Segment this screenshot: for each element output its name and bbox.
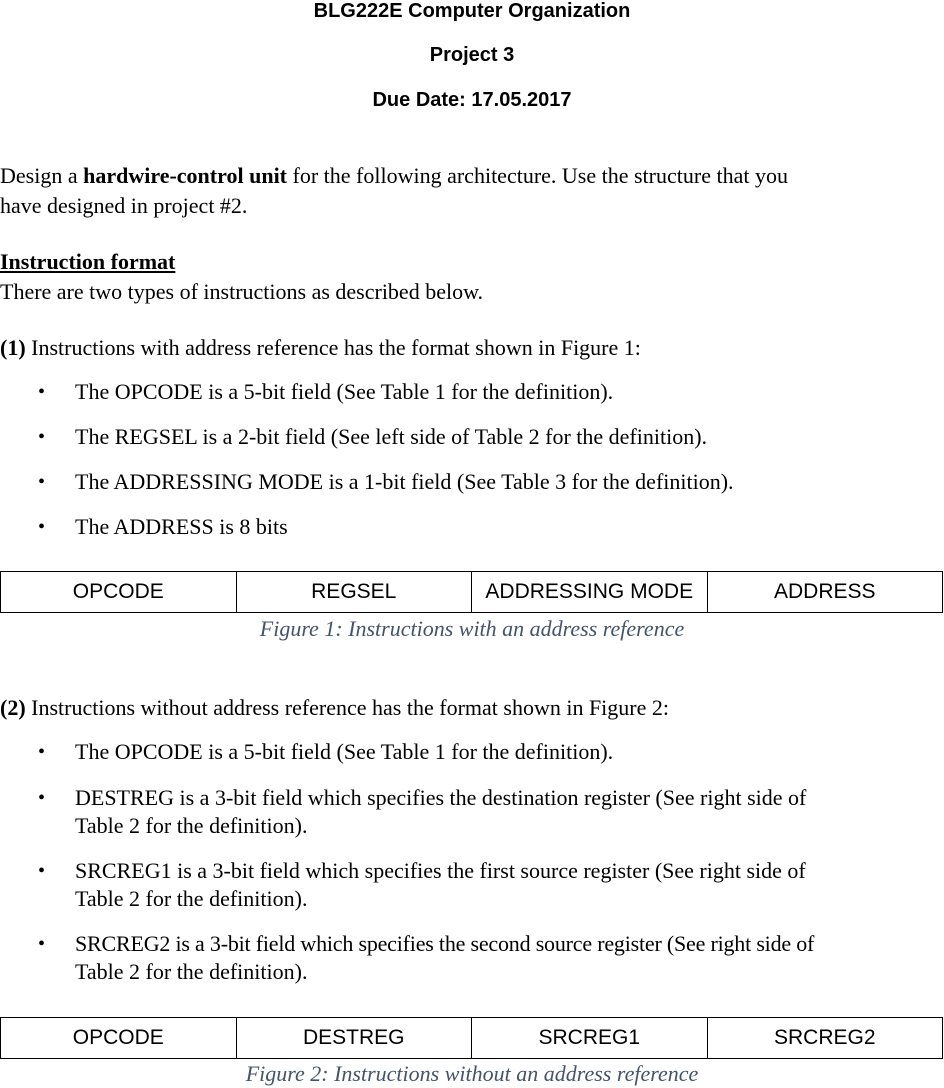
table-row <box>1 572 943 613</box>
section2-intro <box>0 694 669 722</box>
s1-bullet-3: The ADDRESSING MODE is a 1-bit field (See Table 3 for the definition). <box>75 469 734 494</box>
s1-bullet-1: The OPCODE is a 5-bit field (See Table 1 for the definition). <box>75 379 614 404</box>
section1-text: Instructions with address reference has the format shown in Figure 1: <box>25 335 641 360</box>
instruction-format-heading: Instruction format <box>0 249 176 274</box>
table-cell-destreg: DESTREG <box>236 1018 472 1059</box>
bullet-icon: • <box>38 860 46 882</box>
figure1-caption: Figure 1: Instructions with an address reference <box>259 616 685 641</box>
s2-bullet-4-line1: SRCREG2 is a 3-bit field which specifies the second source register (See right side of <box>75 931 815 956</box>
bullet-icon: • <box>38 381 46 403</box>
figure1-table <box>0 571 943 613</box>
bullet-icon: • <box>38 933 46 955</box>
table-cell-address: ADDRESS <box>707 572 943 613</box>
bullet-icon: • <box>38 787 46 809</box>
section2-number: (2) <box>0 695 26 720</box>
bullet-icon: • <box>38 471 46 493</box>
table-cell-addressing-mode: ADDRESSING MODE <box>472 572 708 613</box>
table-cell-srcreg1: SRCREG1 <box>472 1018 708 1059</box>
instruction-format-text: There are two types of instructions as described below. <box>0 279 484 304</box>
table-cell-opcode: OPCODE <box>1 1018 237 1059</box>
intro-line-1 <box>0 162 788 190</box>
course-title: BLG222E Computer Organization <box>313 0 631 22</box>
due-date: Due Date: 17.05.2017 <box>372 89 572 111</box>
s2-bullet-4-line2: Table 2 for the definition). <box>75 959 308 984</box>
s2-bullet-2-line1: DESTREG is a 3-bit field which specifies the destination register (See right side of <box>75 785 807 810</box>
project-title: Project 3 <box>429 44 515 66</box>
bullet-icon: • <box>38 516 46 538</box>
figure2-table <box>0 1017 943 1059</box>
s2-bullet-2-line2: Table 2 for the definition). <box>75 813 308 838</box>
section2-text: Instructions without address reference has the format shown in Figure 2: <box>25 695 669 720</box>
table-cell-regsel: REGSEL <box>236 572 472 613</box>
table-cell-srcreg2: SRCREG2 <box>707 1018 943 1059</box>
figure2-caption: Figure 2: Instructions without an address reference <box>245 1061 699 1086</box>
s1-bullet-4: The ADDRESS is 8 bits <box>75 514 288 539</box>
bullet-icon: • <box>38 741 46 763</box>
table-row <box>1 1018 943 1059</box>
section1-number: (1) <box>0 335 26 360</box>
bullet-icon: • <box>38 426 46 448</box>
s1-bullet-2: The REGSEL is a 2-bit field (See left side of Table 2 for the definition). <box>75 424 708 449</box>
s2-bullet-3-line2: Table 2 for the definition). <box>75 886 308 911</box>
intro-bold: hardwire-control unit <box>83 163 288 188</box>
s2-bullet-1: The OPCODE is a 5-bit field (See Table 1 for the definition). <box>75 739 614 764</box>
table-cell-opcode: OPCODE <box>1 572 237 613</box>
section1-intro <box>0 334 641 362</box>
intro-suffix: for the following architecture. Use the structure that you <box>287 163 788 188</box>
s2-bullet-3-line1: SRCREG1 is a 3-bit field which specifies the first source register (See right side of <box>75 858 806 883</box>
intro-prefix: Design a <box>0 163 84 188</box>
intro-line-2: have designed in project #2. <box>0 193 248 218</box>
